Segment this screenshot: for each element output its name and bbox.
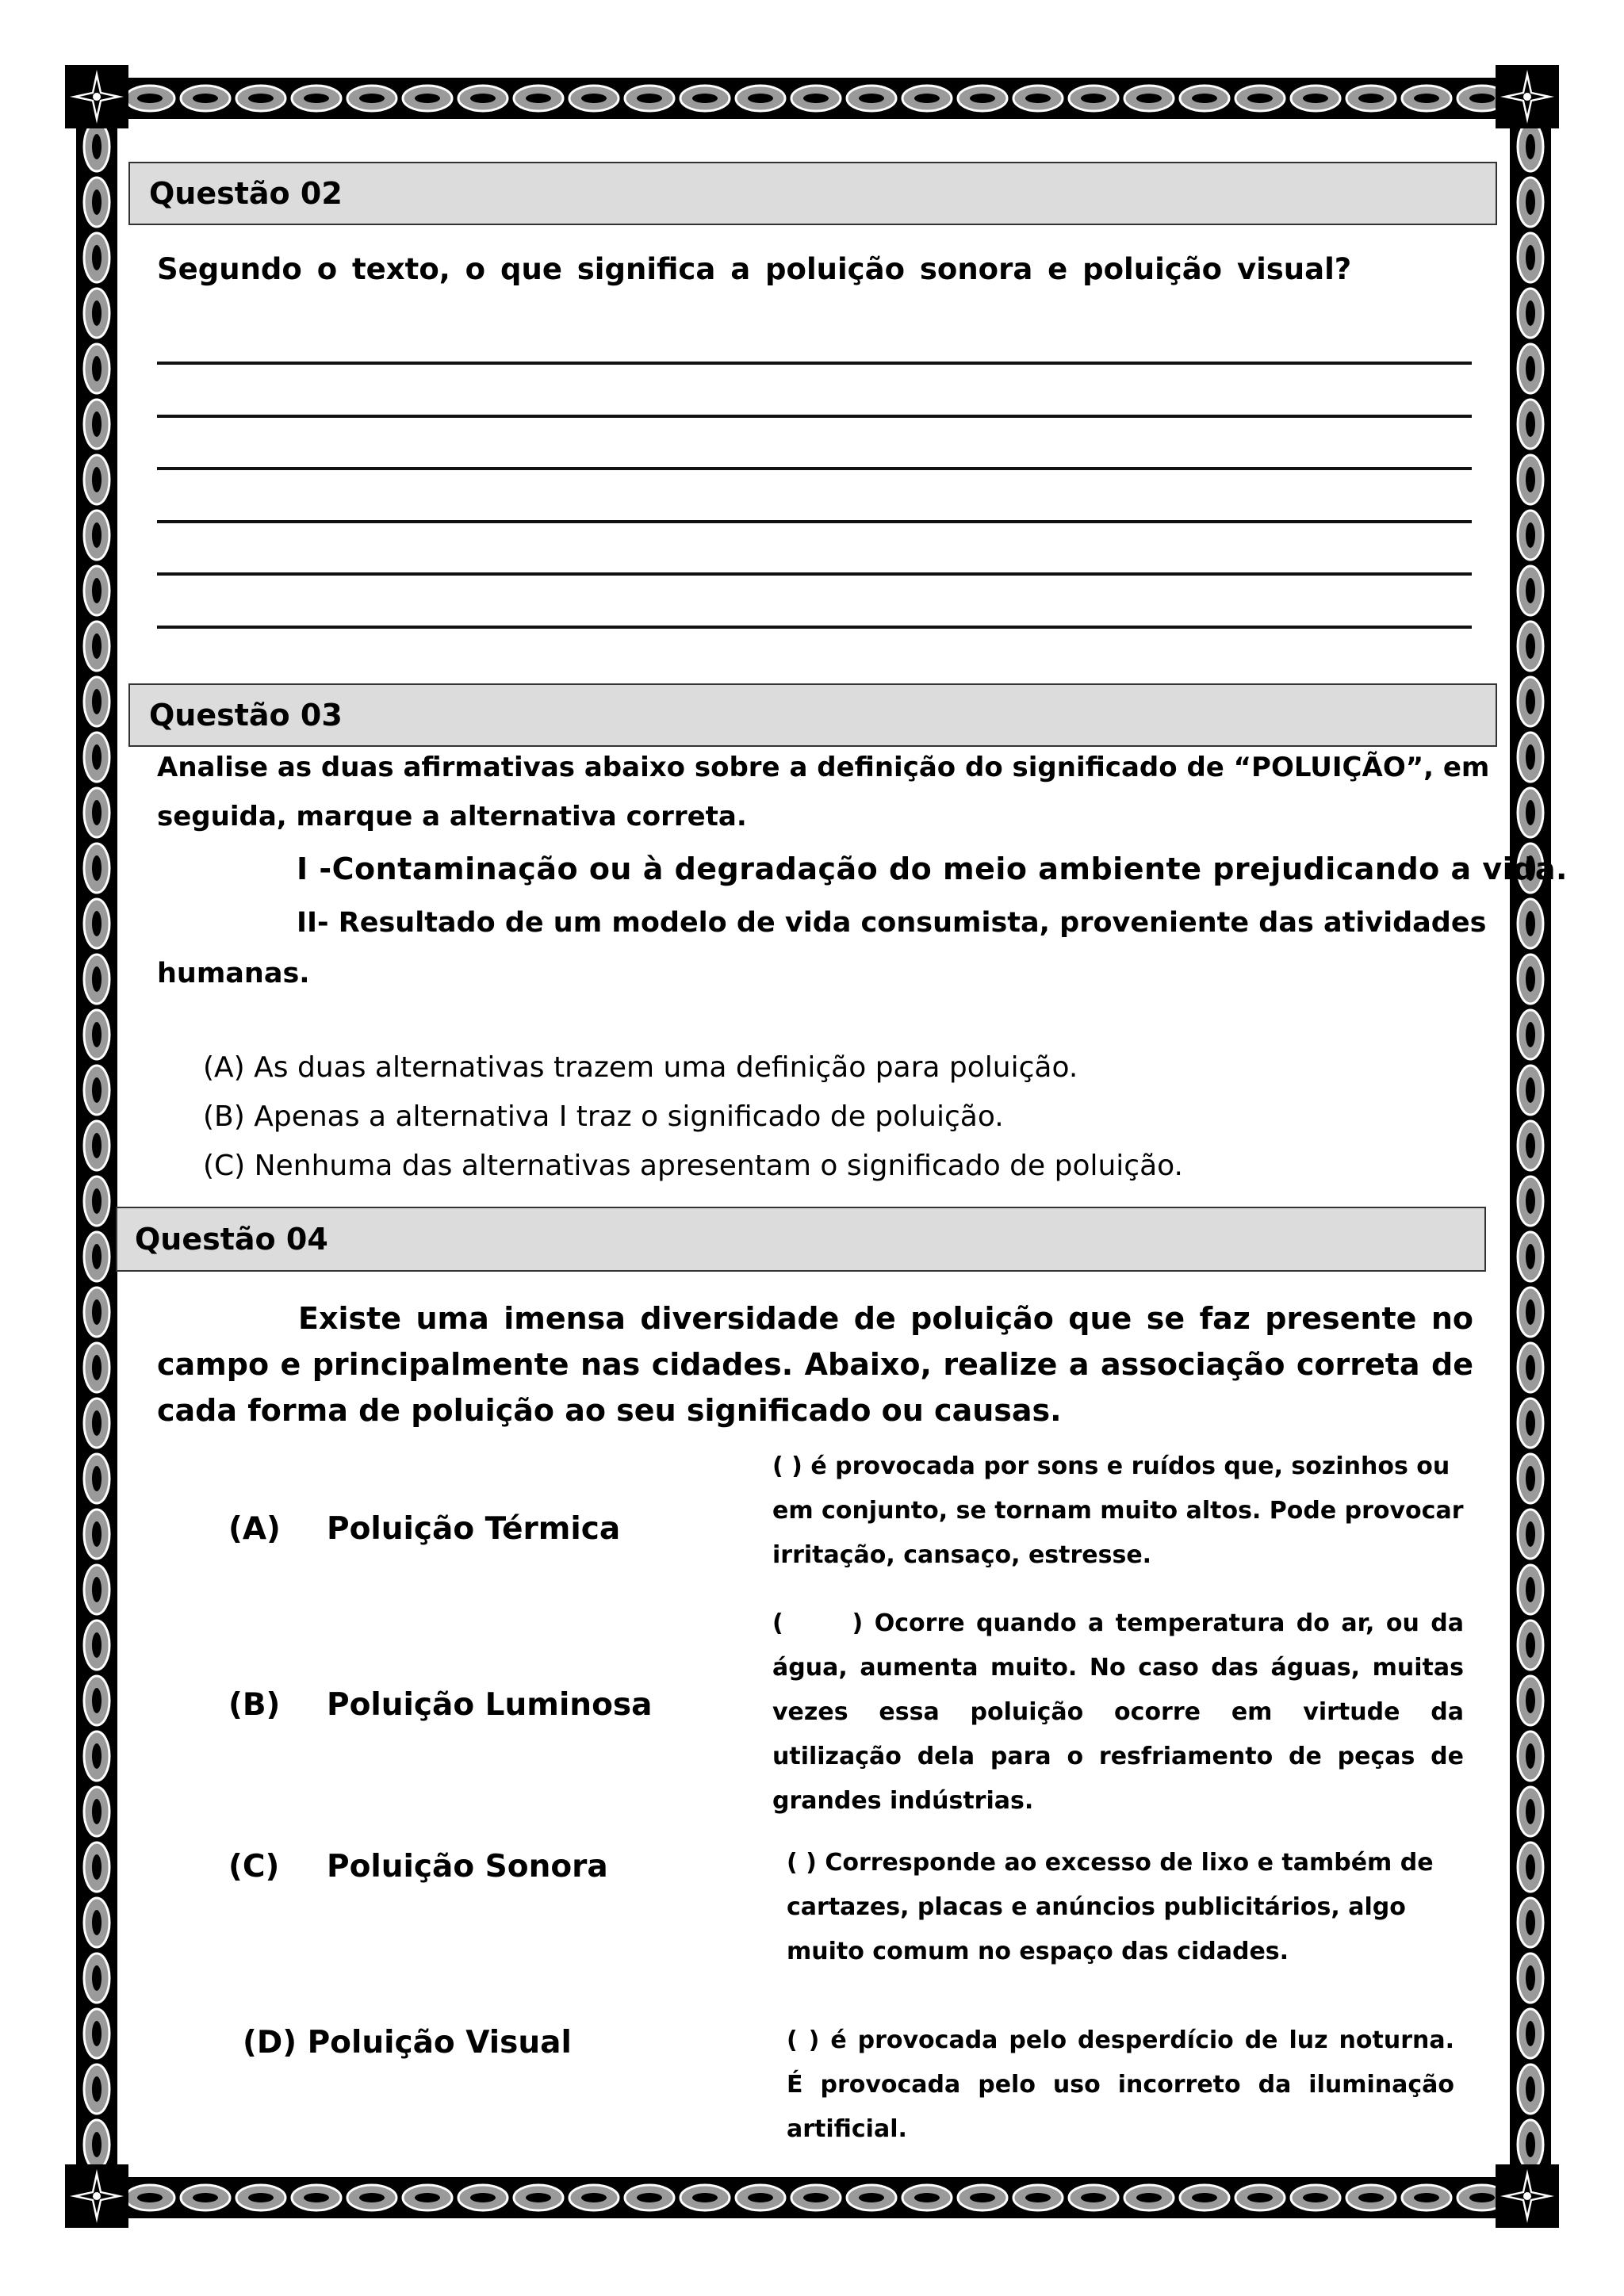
option-a[interactable]: (A) As duas alternativas trazem uma definição para poluição. [203,1051,1078,1084]
answer-blank[interactable]: ( ) [772,1452,802,1480]
item-c-letter: (C) [228,1849,280,1885]
item-a-letter: (A) [228,1511,281,1547]
decorative-border-left [76,119,117,2177]
question-4-header: Questão 04 [116,1207,1486,1272]
question-4-intro: Existe uma imensa diversidade de poluição que se faz presente no campo e principalmente nas cidades. Abaixo, realize a associação correta de cada forma de poluição ao seu significado ou causas. [157,1301,1473,1428]
statement-2: II- Resultado de um modelo de vida consumista, proveniente das atividades [297,907,1487,939]
description-text: Ocorre quando a temperatura do ar, ou da água, aumenta muito. No caso das águas, muitas vezes essa poluição ocorre em virtude da utilização dela para o resfriamento de peças de grandes indústrias. [772,1609,1464,1815]
decorative-border-bottom [67,2177,1557,2218]
item-d-label: (D) Poluição Visual [243,2025,572,2061]
corner-ornament-icon [65,65,128,128]
answer-line[interactable] [157,415,1472,418]
description-text: Corresponde ao excesso de lixo e também de cartazes, placas e anúncios publicitários, algo muito comum no espaço das cidades. [787,1849,1434,1965]
statement-1: I -Contaminação ou à degradação do meio ambiente prejudicando a vida. [297,851,1568,886]
question-3-header: Questão 03 [128,683,1497,747]
answer-blank[interactable]: ( ) [787,2026,820,2054]
answer-blank[interactable]: ( ) [772,1609,864,1637]
description-4 [787,2019,1454,2152]
corner-ornament-icon [65,2164,128,2228]
item-c-name: Poluição Sonora [327,1849,608,1885]
answer-line[interactable] [157,572,1472,576]
question-3-intro-line-1: Analise as duas afirmativas abaixo sobre a definição do significado de “POLUIÇÃO”, em [157,752,1490,783]
description-3 [787,1841,1453,1974]
corner-ornament-icon [1496,2164,1559,2228]
answer-line[interactable] [157,362,1472,365]
item-b-letter: (B) [228,1687,281,1723]
description-text: é provocada por sons e ruídos que, sozinhos ou em conjunto, se tornam muito altos. Pode provocar irritação, cansaço, estresse. [772,1452,1464,1569]
question-2-prompt: Segundo o texto, o que significa a poluição sonora e poluição visual? [157,252,1352,286]
statement-2-continuation: humanas. [157,958,310,989]
description-1 [772,1445,1464,1578]
item-a-name: Poluição Térmica [327,1511,621,1547]
decorative-border-top [67,78,1557,119]
answer-line[interactable] [157,467,1472,470]
option-c[interactable]: (C) Nenhuma das alternativas apresentam o significado de poluição. [203,1150,1183,1182]
question-2-header: Questão 02 [128,162,1497,225]
answer-line[interactable] [157,626,1472,629]
answer-line[interactable] [157,520,1472,523]
description-2 [772,1601,1464,1823]
answer-blank[interactable]: ( ) [787,1849,817,1877]
description-text: é provocada pelo desperdício de luz noturna. É provocada pelo uso incorreto da iluminação artificial. [787,2026,1454,2143]
option-b[interactable]: (B) Apenas a alternativa I traz o significado de poluição. [203,1100,1004,1133]
question-3-intro-line-2: seguida, marque a alternativa correta. [157,801,747,832]
item-b-name: Poluição Luminosa [327,1687,653,1723]
decorative-border-right [1510,119,1551,2177]
corner-ornament-icon [1496,65,1559,128]
